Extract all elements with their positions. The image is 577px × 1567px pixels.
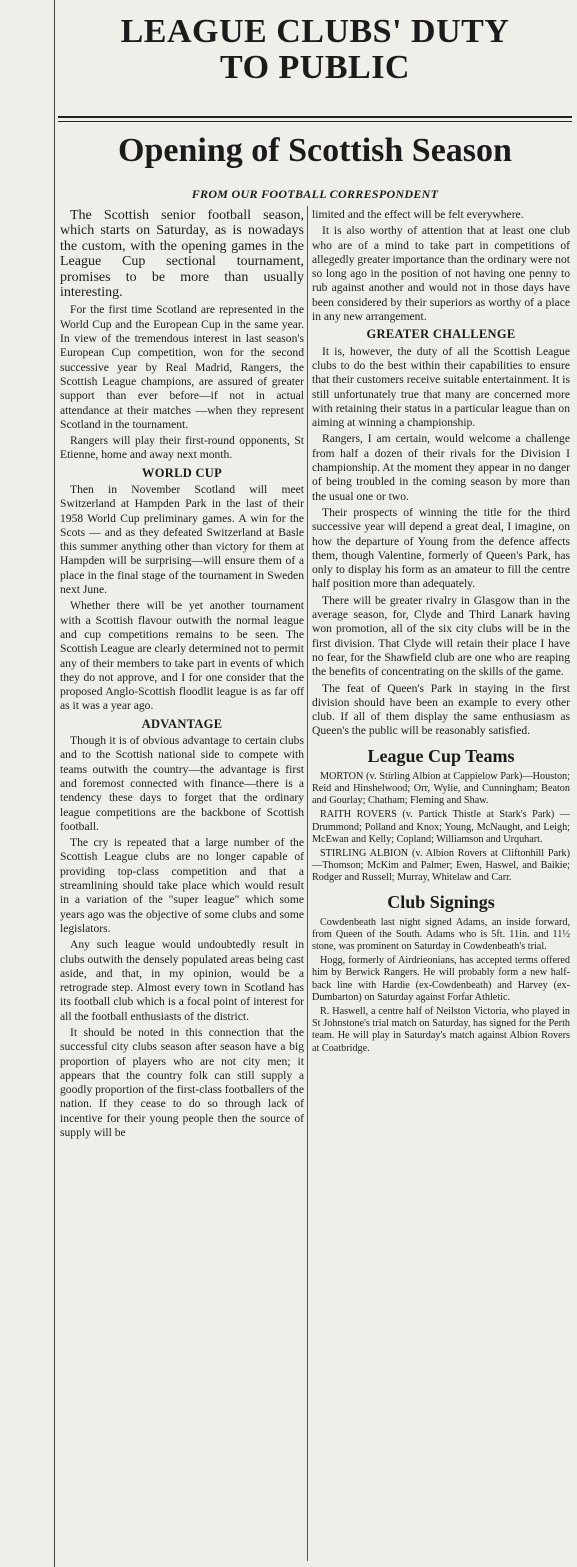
article-paragraph: Then in November Scotland will meet Switzerland at Hampden Park in the last of their 1958 World Cup preliminary games. A win for the Scots — and as they defeated Switzerland at Basle this summer anything other than victory for them at Hampden will be surprising—will ensure them of a place in the final stage of the tournament in Sweden next June. bbox=[60, 483, 304, 597]
article-paragraph: Any such league would undoubtedly result in clubs outwith the densely populated areas being cast aside, and that, in my opinion, would be a retrograde step. Almost every town in Scotland has its football club which is a focal point of interest for all the football enthusiasts of the district. bbox=[60, 938, 304, 1023]
article-paragraph: Rangers will play their first-round opponents, St Etienne, home and away next month. bbox=[60, 434, 304, 462]
league-cup-teams-heading: League Cup Teams bbox=[367, 745, 515, 766]
article-paragraph: The feat of Queen's Park in staying in the first division should have been an example to every other club. If all of them display the same enthusiasm as Queen's the public will be reasonably satisfied. bbox=[312, 681, 570, 738]
page-margin-rule bbox=[54, 0, 55, 1567]
signing-item: R. Haswell, a centre half of Neilston Victoria, who played in St Johnstone's trial match on Saturday, has signed for the Perth team. He will play in Saturday's match against Albion Rovers at Coatbridge. bbox=[312, 1005, 570, 1054]
article-paragraph: It is also worthy of attention that at least one club who are of a mind to take part in competitions of allegedly greater importance than the ordinary were not so long ago in the position of not having one penny to rub against another and would not in those days have been considered by their superiors as worthy of a place in any new arrangement. bbox=[312, 224, 570, 324]
article-paragraph: Rangers, I am certain, would welcome a challenge from half a dozen of their rivals for the Division I championship. At the moment they appear in no danger of being troubled in the coming season by more than the usual one or two. bbox=[312, 432, 570, 503]
article-paragraph: Their prospects of winning the title for the third successive year will depend a great deal, I imagine, on how the departure of Young from the defence affects them, though Valentine, formerly of Queen's Park, has only to display his form as an amateur to fill the centre half position more than adequately. bbox=[312, 505, 570, 591]
column-divider bbox=[307, 206, 308, 1561]
article-paragraph: The Scottish senior football season, which starts on Saturday, as is nowadays the custom, with the opening games in the League Cup sectional tournament, promises to be more than usually interesting. bbox=[60, 208, 304, 301]
article-paragraph: limited and the effect will be felt everywhere. bbox=[312, 208, 524, 221]
section-heading-advantage: ADVANTAGE bbox=[141, 716, 223, 731]
section-heading-greater-challenge: GREATER CHALLENGE bbox=[366, 327, 516, 342]
article-paragraph: It should be noted in this connection that the successful city clubs season after season have a big proportion of players who are not city men; it appears that the country folk can still supply a goodly proportion of the first-class footballers of the nation. If they cease to do so through lack of incentive for their young people then the source of supply will be bbox=[60, 1025, 304, 1140]
article-paragraph: It is, however, the duty of all the Scottish League clubs to do the best within their capabilities to ensure that their customers receive suitable entertainment. It is still unfortunately true that many are concerned more with retaining their status in a particular league than on aiming at winning a championship. bbox=[312, 344, 570, 430]
article-column-left bbox=[60, 208, 304, 1142]
article-paragraph: Whether there will be yet another tournament with a Scottish flavour outwith the normal league and cup competitions remains to be seen. The Scottish League are clearly determined not to permit any of their members to take part in events of which they do not approve, and I for one consider that the proposed Anglo-Scottish floodlit league is as far off as it was a year ago. bbox=[60, 599, 304, 713]
main-headline-line-2: TO PUBLIC bbox=[220, 49, 410, 86]
sub-headline: Opening of Scottish Season bbox=[118, 132, 512, 169]
team-lineup: STIRLING ALBION (v. Albion Rovers at Cliftonhill Park)—Thomson; McKim and Palmer; Ewen, Haswel, and Baikie; Rodger and Russell; Murray, Whitelaw and Carr. bbox=[312, 847, 570, 884]
article-paragraph: For the first time Scotland are represented in the World Cup and the European Cup in the same year. In view of the tremendous interest in last season's European Cup competition, won for the second successive year by Real Madrid, Rangers, the Scottish League champions, are assured of greater support than ever before—if not in actual attendance at their matches —when they represent Scotland in the tournament. bbox=[60, 303, 304, 431]
article-paragraph: Though it is of obvious advantage to certain clubs and to the Scottish national side to compete with teams outwith the country—the advantage is first and foremost connected with finance—there is a tendency these days to forget that the ordinary league competitions are the backbone of Scottish football. bbox=[60, 734, 304, 833]
headline-divider-bottom bbox=[58, 121, 572, 122]
club-signings-list bbox=[312, 917, 570, 1055]
club-signings-heading: Club Signings bbox=[387, 891, 495, 912]
team-lineup: MORTON (v. Stirling Albion at Cappielow Park)—Houston; Reid and Hinshelwood; Orr, Wylie, and Cunningham; Beaton and Gourlay; Chatham; Fleming and Shaw. bbox=[312, 770, 570, 807]
article-paragraph: There will be greater rivalry in Glasgow than in the average season, for, Clyde and Third Lanark having won promotion, all of the six city clubs will be in the first division. That Clyde will retain their place I have no fear, for the Shawfield club are one who are reaping the benefits of concentrating on the skills of the game. bbox=[312, 593, 570, 679]
article-column-right bbox=[312, 208, 570, 1057]
byline: FROM OUR FOOTBALL CORRESPONDENT bbox=[191, 187, 439, 201]
section-heading-world-cup: WORLD CUP bbox=[141, 465, 223, 480]
main-headline bbox=[60, 14, 570, 86]
article-paragraph: The cry is repeated that a large number of the Scottish League clubs are no longer capable of providing top-class competition and that a streamlining should take place which would result in a variation of the "super league" which some years ago was the objective of some clubs and some legislators. bbox=[60, 836, 304, 935]
headline-divider-top bbox=[58, 116, 572, 118]
main-headline-line-1: LEAGUE CLUBS' DUTY bbox=[120, 13, 510, 50]
team-lineup: RAITH ROVERS (v. Partick Thistle at Stark's Park) — Drummond; Polland and Knox; Young, McNaught, and Leigh; McEwan and Kelly; Copland; Williamson and Urquhart. bbox=[312, 809, 570, 845]
signing-item: Hogg, formerly of Airdrieonians, has accepted terms offered him by Berwick Rangers. He will probably form a new half-back line with Hardie (ex-Cowdenbeath) and Harvey (ex-Dumbarton) on Saturday against Forfar Athletic. bbox=[312, 955, 570, 1003]
league-cup-teams-list bbox=[312, 771, 570, 885]
signing-item: Cowdenbeath last night signed Adams, an inside forward, from Queen of the South. Adams who is 5ft. 11in. and 11½ stone, was prominent on Saturday in Cowdenbeath's trial. bbox=[312, 916, 570, 952]
